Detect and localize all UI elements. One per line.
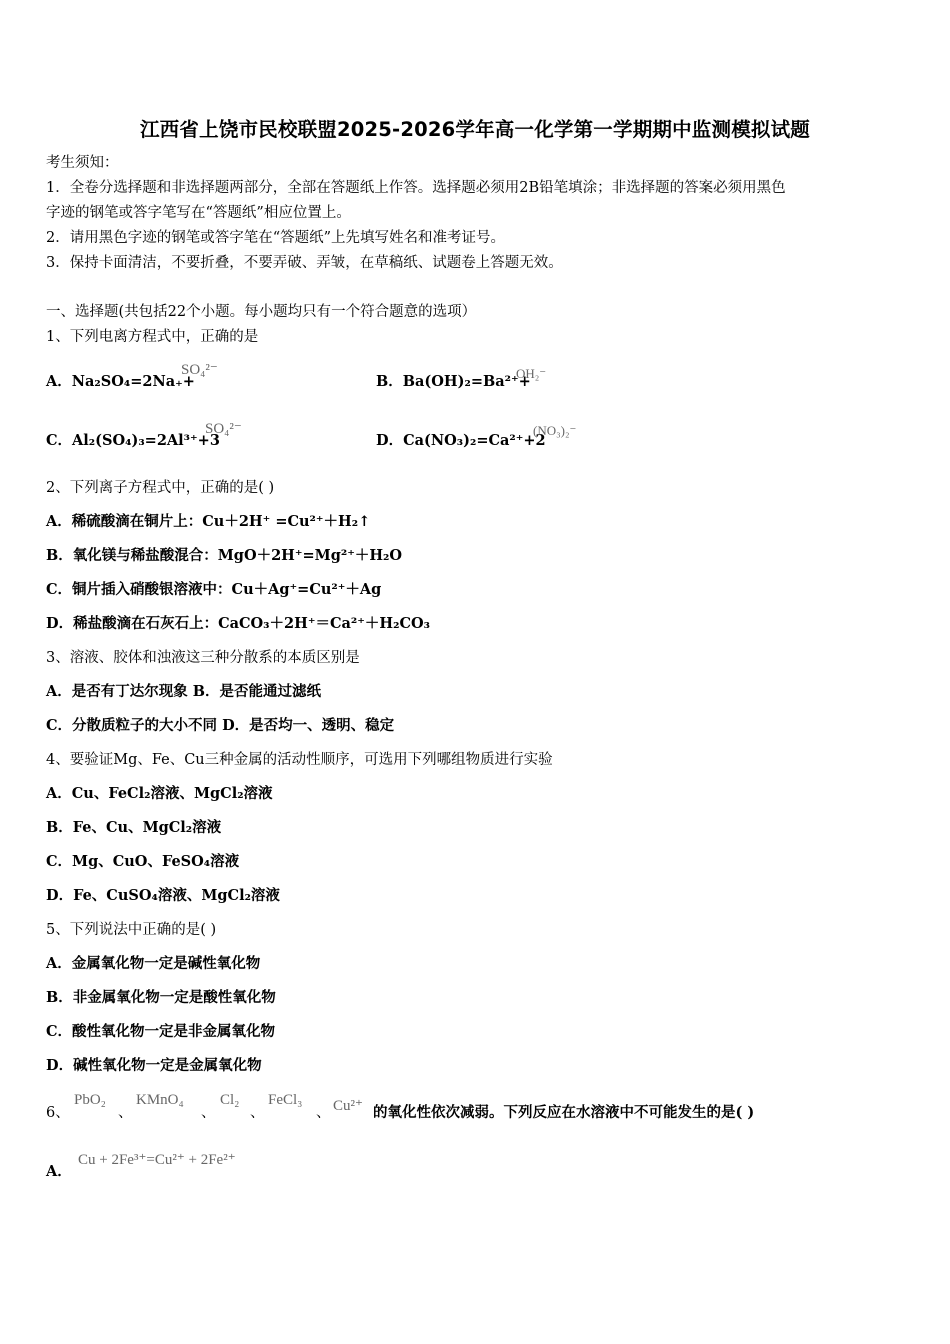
q4-option-a: A．Cu、FeCl₂溶液、MgCl₂溶液 <box>46 785 273 802</box>
q1-b-label: B． <box>376 373 403 390</box>
page-title: 江西省上饶市民校联盟2025-2026学年高一化学第一学期期中监测模拟试题 <box>139 118 811 141</box>
notice-line-1b: 字迹的钢笔或答字笔写在“答题纸”相应位置上。 <box>46 205 351 221</box>
notice-line-2: 2．请用黑色字迹的钢笔或答字笔在“答题纸”上先填写姓名和准考证号。 <box>46 230 506 246</box>
q1-d-text: Ca(NO₃)₂=Ca²⁺+2 <box>403 432 546 449</box>
q4-option-c: C．Mg、CuO、FeSO₄溶液 <box>46 853 240 870</box>
q2-option-d: D．稀盐酸滴在石灰石上：CaCO₃＋2H⁺＝Ca²⁺＋H₂CO₃ <box>46 615 430 632</box>
q1-option-c <box>46 431 220 451</box>
q2-option-b: B．氧化镁与稀盐酸混合：MgO＋2H⁺=Mg²⁺＋H₂O <box>46 547 403 564</box>
q1-c-text: Al₂(SO₄)₃=2Al³⁺+3 <box>72 432 220 449</box>
q6-sep-4: 、 <box>316 1105 331 1121</box>
q6-formula-kmno4: KMnO₄ <box>136 1092 184 1108</box>
q5-option-b: B．非金属氧化物一定是酸性氧化物 <box>46 989 276 1006</box>
q6-sep-2: 、 <box>201 1105 216 1121</box>
q4-stem: 4、要验证Mg、Fe、Cu三种金属的活动性顺序，可选用下列哪组物质进行实验 <box>46 752 553 768</box>
q6-stem: 的氧化性依次减弱。下列反应在水溶液中不可能发生的是( ) <box>373 1104 755 1121</box>
q2-option-c: C．铜片插入硝酸银溶液中：Cu＋Ag⁺=Cu²⁺＋Ag <box>46 581 382 598</box>
q6-formula-fecl3: FeCl₃ <box>268 1092 303 1108</box>
q1-option-a <box>46 372 195 392</box>
q4-option-d: D．Fe、CuSO₄溶液、MgCl₂溶液 <box>46 887 280 904</box>
q2-option-a: A．稀硫酸滴在铜片上：Cu＋2H⁺ =Cu²⁺＋H₂↑ <box>46 513 371 530</box>
q1-option-d <box>376 431 546 451</box>
q1-d-label: D． <box>376 432 404 449</box>
q1-c-formula: SO₄²⁻ <box>205 421 242 437</box>
q6-formula-pbo2: PbO₂ <box>74 1092 106 1108</box>
q1-option-b <box>376 372 531 392</box>
q1-b-text: Ba(OH)₂=Ba²⁺+ <box>402 373 531 390</box>
q6-sep-1: 、 <box>118 1105 133 1121</box>
q5-stem: 5、下列说法中正确的是( ) <box>46 922 217 938</box>
q4-option-b: B．Fe、Cu、MgCl₂溶液 <box>46 819 222 836</box>
q3-stem: 3、溶液、胶体和浊液这三种分散系的本质区别是 <box>46 650 360 666</box>
q1-a-formula: SO₄²⁻ <box>181 362 218 378</box>
q1-c-label: C． <box>46 432 73 449</box>
q6-number: 6、 <box>46 1105 70 1121</box>
q2-stem: 2、下列离子方程式中，正确的是( ) <box>46 480 275 496</box>
q5-option-c: C．酸性氧化物一定是非金属氧化物 <box>46 1023 276 1040</box>
q6-option-a-label: A． <box>46 1163 72 1180</box>
section-heading: 一、选择题(共包括22个小题。每小题均只有一个符合题意的选项） <box>46 304 477 320</box>
q5-option-d: D．碱性氧化物一定是金属氧化物 <box>46 1057 262 1074</box>
q6-sep-3: 、 <box>250 1105 265 1121</box>
q5-option-a: A．金属氧化物一定是碱性氧化物 <box>46 955 261 972</box>
notice-line-3: 3．保持卡面清洁，不要折叠，不要弄破、弄皱，在草稿纸、试题卷上答题无效。 <box>46 255 563 271</box>
q1-stem: 1、下列电离方程式中，正确的是 <box>46 329 259 345</box>
q1-b-formula: OH₂⁻ <box>516 366 547 381</box>
q3-options-ab: A．是否有丁达尔现象 B．是否能通过滤纸 <box>46 683 322 700</box>
q6-option-a-formula: Cu + 2Fe³⁺=Cu²⁺ + 2Fe²⁺ <box>78 1152 236 1168</box>
q3-options-cd: C．分散质粒子的大小不同 D．是否均一、透明、稳定 <box>46 717 395 734</box>
q1-a-text: Na₂SO₄=2Na₊+ <box>71 373 195 390</box>
q1-d-formula: (NO₃)₂⁻ <box>533 423 577 438</box>
notice-line-1a: 1．全卷分选择题和非选择题两部分，全部在答题纸上作答。选择题必须用2B铅笔填涂；非选择题的答案必须用黑色 <box>46 180 786 196</box>
q6-formula-cu: Cu²⁺ <box>333 1098 363 1114</box>
q6-formula-cl2: Cl₂ <box>220 1092 240 1108</box>
q1-a-label: A． <box>46 373 72 390</box>
notice-heading: 考生须知： <box>46 155 119 171</box>
